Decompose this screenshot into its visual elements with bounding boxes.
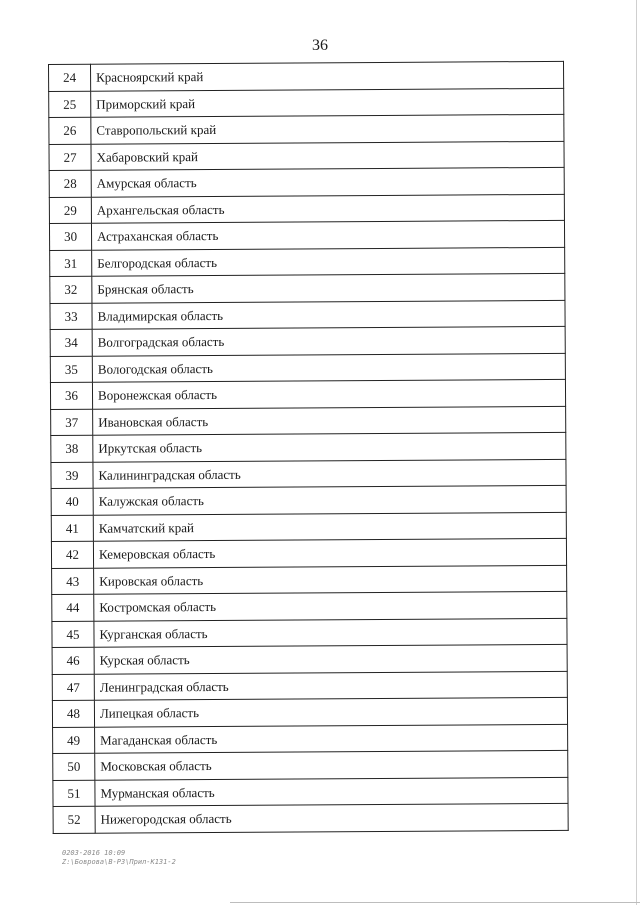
table-row xyxy=(49,220,564,250)
row-number: 45 xyxy=(52,621,94,648)
table-row xyxy=(49,194,564,224)
footer-stamp-line-2: Z:\Боврова\В-РЗ\Прил-К131-2 xyxy=(62,858,176,866)
region-name: Воронежская область xyxy=(92,379,565,408)
row-number: 50 xyxy=(53,753,95,780)
row-number: 33 xyxy=(50,303,92,330)
region-name: Амурская область xyxy=(91,167,564,196)
row-number: 35 xyxy=(50,356,92,383)
row-number: 43 xyxy=(52,568,94,595)
row-number: 27 xyxy=(49,144,91,171)
region-name: Астраханская область xyxy=(91,220,564,249)
row-number: 47 xyxy=(52,674,94,701)
row-number: 37 xyxy=(51,409,93,436)
row-number: 44 xyxy=(52,594,94,621)
row-number: 34 xyxy=(50,329,92,356)
region-name: Курганская область xyxy=(94,618,567,647)
region-name: Белгородская область xyxy=(92,247,565,276)
region-name: Приморский край xyxy=(91,88,564,117)
footer-stamp-line-1: 0203-2016 10:09 xyxy=(62,849,126,857)
row-number: 31 xyxy=(50,250,92,277)
table-row xyxy=(49,88,564,118)
row-number: 48 xyxy=(52,700,94,727)
region-name: Архангельская область xyxy=(91,194,564,223)
table-row xyxy=(49,61,564,91)
region-name: Владимирская область xyxy=(92,300,565,329)
region-name: Магаданская область xyxy=(95,724,568,753)
region-name: Ленинградская область xyxy=(94,671,567,700)
region-name: Калужская область xyxy=(93,485,566,514)
region-name: Красноярский край xyxy=(91,61,564,90)
table-row xyxy=(50,300,565,330)
table-row xyxy=(49,114,564,144)
regions-table-body xyxy=(49,61,569,833)
region-name: Ставропольский край xyxy=(91,114,564,143)
region-name: Ивановская область xyxy=(93,406,566,435)
row-number: 39 xyxy=(51,462,93,489)
table-row xyxy=(50,273,565,303)
row-number: 40 xyxy=(51,488,93,515)
table-row xyxy=(50,326,565,356)
region-name: Мурманская область xyxy=(95,777,568,806)
scan-edge-bottom xyxy=(230,902,640,903)
table-row xyxy=(51,432,566,462)
scan-edge-right xyxy=(636,0,637,905)
region-name: Хабаровский край xyxy=(91,141,564,170)
regions-table-wrapper xyxy=(48,61,569,834)
row-number: 29 xyxy=(49,197,91,224)
table-row xyxy=(49,167,564,197)
table-row xyxy=(53,724,568,754)
table-row xyxy=(51,512,566,542)
table-row xyxy=(49,141,564,171)
table-row xyxy=(50,247,565,277)
row-number: 49 xyxy=(53,727,95,754)
row-number: 36 xyxy=(50,382,92,409)
region-name: Костромская область xyxy=(94,591,567,620)
footer-stamp xyxy=(62,849,176,867)
row-number: 38 xyxy=(51,435,93,462)
table-row xyxy=(52,591,567,621)
region-name: Кировская область xyxy=(94,565,567,594)
region-name: Иркутская область xyxy=(93,432,566,461)
region-name: Камчатский край xyxy=(93,512,566,541)
region-name: Липецкая область xyxy=(94,697,567,726)
region-name: Брянская область xyxy=(92,273,565,302)
table-row xyxy=(51,459,566,489)
region-name: Московская область xyxy=(95,750,568,779)
table-row xyxy=(52,671,567,701)
table-row xyxy=(52,565,567,595)
regions-table xyxy=(48,61,569,834)
table-row xyxy=(51,485,566,515)
table-row xyxy=(52,644,567,674)
region-name: Нижегородская область xyxy=(95,803,568,832)
region-name: Курская область xyxy=(94,644,567,673)
table-row xyxy=(52,697,567,727)
row-number: 28 xyxy=(49,170,91,197)
region-name: Вологодская область xyxy=(92,353,565,382)
table-row xyxy=(53,777,568,807)
region-name: Волгоградская область xyxy=(92,326,565,355)
table-row xyxy=(51,538,566,568)
row-number: 26 xyxy=(49,117,91,144)
table-row xyxy=(53,803,568,833)
table-row xyxy=(50,379,565,409)
table-row xyxy=(50,353,565,383)
row-number: 46 xyxy=(52,647,94,674)
row-number: 24 xyxy=(49,64,91,91)
row-number: 52 xyxy=(53,806,95,833)
row-number: 41 xyxy=(51,515,93,542)
row-number: 30 xyxy=(49,223,91,250)
row-number: 51 xyxy=(53,780,95,807)
region-name: Калининградская область xyxy=(93,459,566,488)
table-row xyxy=(53,750,568,780)
page-number: 36 xyxy=(312,37,328,54)
row-number: 42 xyxy=(51,541,93,568)
region-name: Кемеровская область xyxy=(93,538,566,567)
row-number: 32 xyxy=(50,276,92,303)
table-row xyxy=(52,618,567,648)
table-row xyxy=(51,406,566,436)
row-number: 25 xyxy=(49,91,91,118)
